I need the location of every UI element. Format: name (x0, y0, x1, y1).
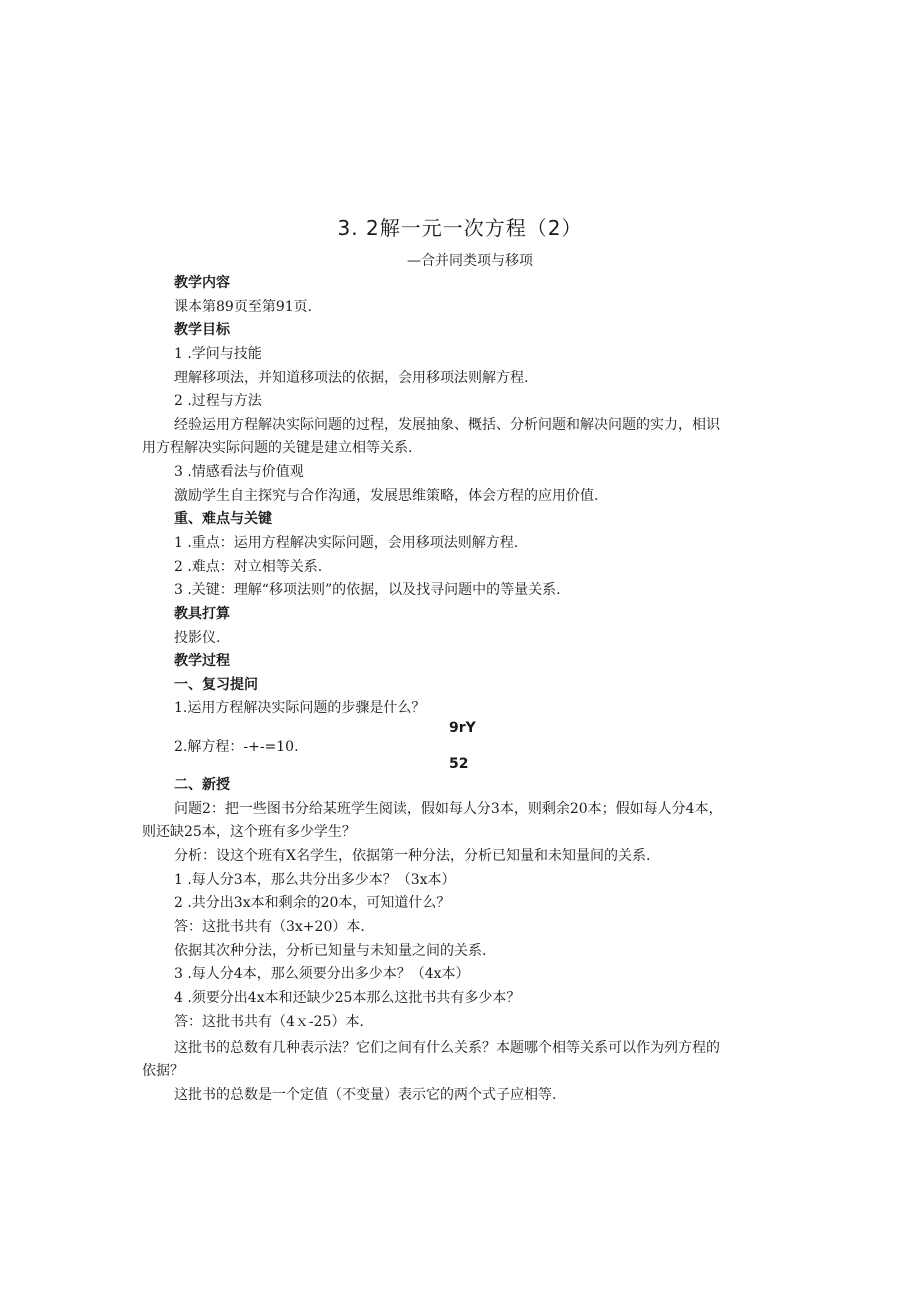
text-line: 依据？ (142, 1063, 184, 1079)
text-line: 问题2：把一些图书分给某班学生阅读，假如每人分3本，则剩余20本；假如每人分4本， (174, 801, 723, 817)
heading-process: 教学过程 (174, 653, 230, 669)
text-line: 3 .关键：理解“移项法则”的依据，以及找寻问题中的等量关系. (174, 582, 561, 598)
heading-materials: 教具打算 (174, 606, 230, 622)
fraction-denominators: 52 (449, 756, 469, 772)
text-line: 分析：设这个班有X名学生，依据第一种分法，分析已知量和未知量间的关系. (174, 848, 651, 864)
page-title: 3. 2解一元一次方程（2） (337, 216, 583, 240)
page-subtitle: —合并同类项与移项 (407, 253, 533, 269)
text-line: 2 .难点：对立相等关系. (174, 559, 323, 575)
text-line: 激励学生自主探究与合作沟通，发展思维策略，体会方程的应用价值. (174, 488, 599, 504)
text-line: 1 .学问与技能 (174, 346, 262, 362)
text-line: 1 .重点：运用方程解决实际问题，会用移项法则解方程. (174, 535, 519, 551)
heading-key-points: 重、难点与关键 (174, 511, 272, 527)
heading-content: 教学内容 (174, 275, 230, 291)
heading-objectives: 教学目标 (174, 322, 230, 338)
text-line: 这批书的总数是一个定值（不变量）表示它的两个式子应相等. (174, 1087, 557, 1103)
text-line: 用方程解决实际问题的关键是建立相等关系. (142, 440, 413, 456)
text-line: 2.解方程：-+-=10. (174, 739, 299, 755)
text-line: 3 .情感看法与价值观 (174, 464, 304, 480)
text-line: 投影仪. (174, 630, 221, 646)
text-line: 2 .共分出3x本和剩余的20本，可知道什么？ (174, 895, 451, 911)
text-line: 2 .过程与方法 (174, 393, 262, 409)
text-line: 依据其次种分法，分析已知量与未知量之间的关系. (174, 943, 487, 959)
text-line: 则还缺25本，这个班有多少学生？ (142, 824, 356, 840)
text-line: 4 .须要分出4x本和还缺少25本那么这批书共有多少本？ (174, 990, 521, 1006)
text-line: 理解移项法，并知道移项法的依据，会用移项法则解方程. (174, 370, 529, 386)
text-line: 1 .每人分3本，那么共分出多少本？（3x本） (174, 872, 456, 888)
text-line: 答：这批书共有（4ｘ-25）本. (174, 1014, 364, 1030)
text-line: 3 .每人分4本，那么须要分出多少本？（4x本） (174, 966, 470, 982)
text-line: 这批书的总数有几种表示法？它们之间有什么关系？本题哪个相等关系可以作为列方程的 (174, 1040, 720, 1056)
heading-new-lesson: 二、新授 (174, 777, 230, 793)
heading-review: 一、复习提问 (174, 677, 258, 693)
text-line: 答：这批书共有（3x+20）本. (174, 919, 365, 935)
text-line: 课本第89页至第91页. (174, 299, 313, 315)
fraction-numerators: 9rY (449, 720, 476, 736)
text-line: 1.运用方程解决实际问题的步骤是什么？ (174, 700, 426, 716)
text-line: 经验运用方程解决实际问题的过程，发展抽象、概括、分析问题和解决问题的实力，相识 (174, 417, 720, 433)
